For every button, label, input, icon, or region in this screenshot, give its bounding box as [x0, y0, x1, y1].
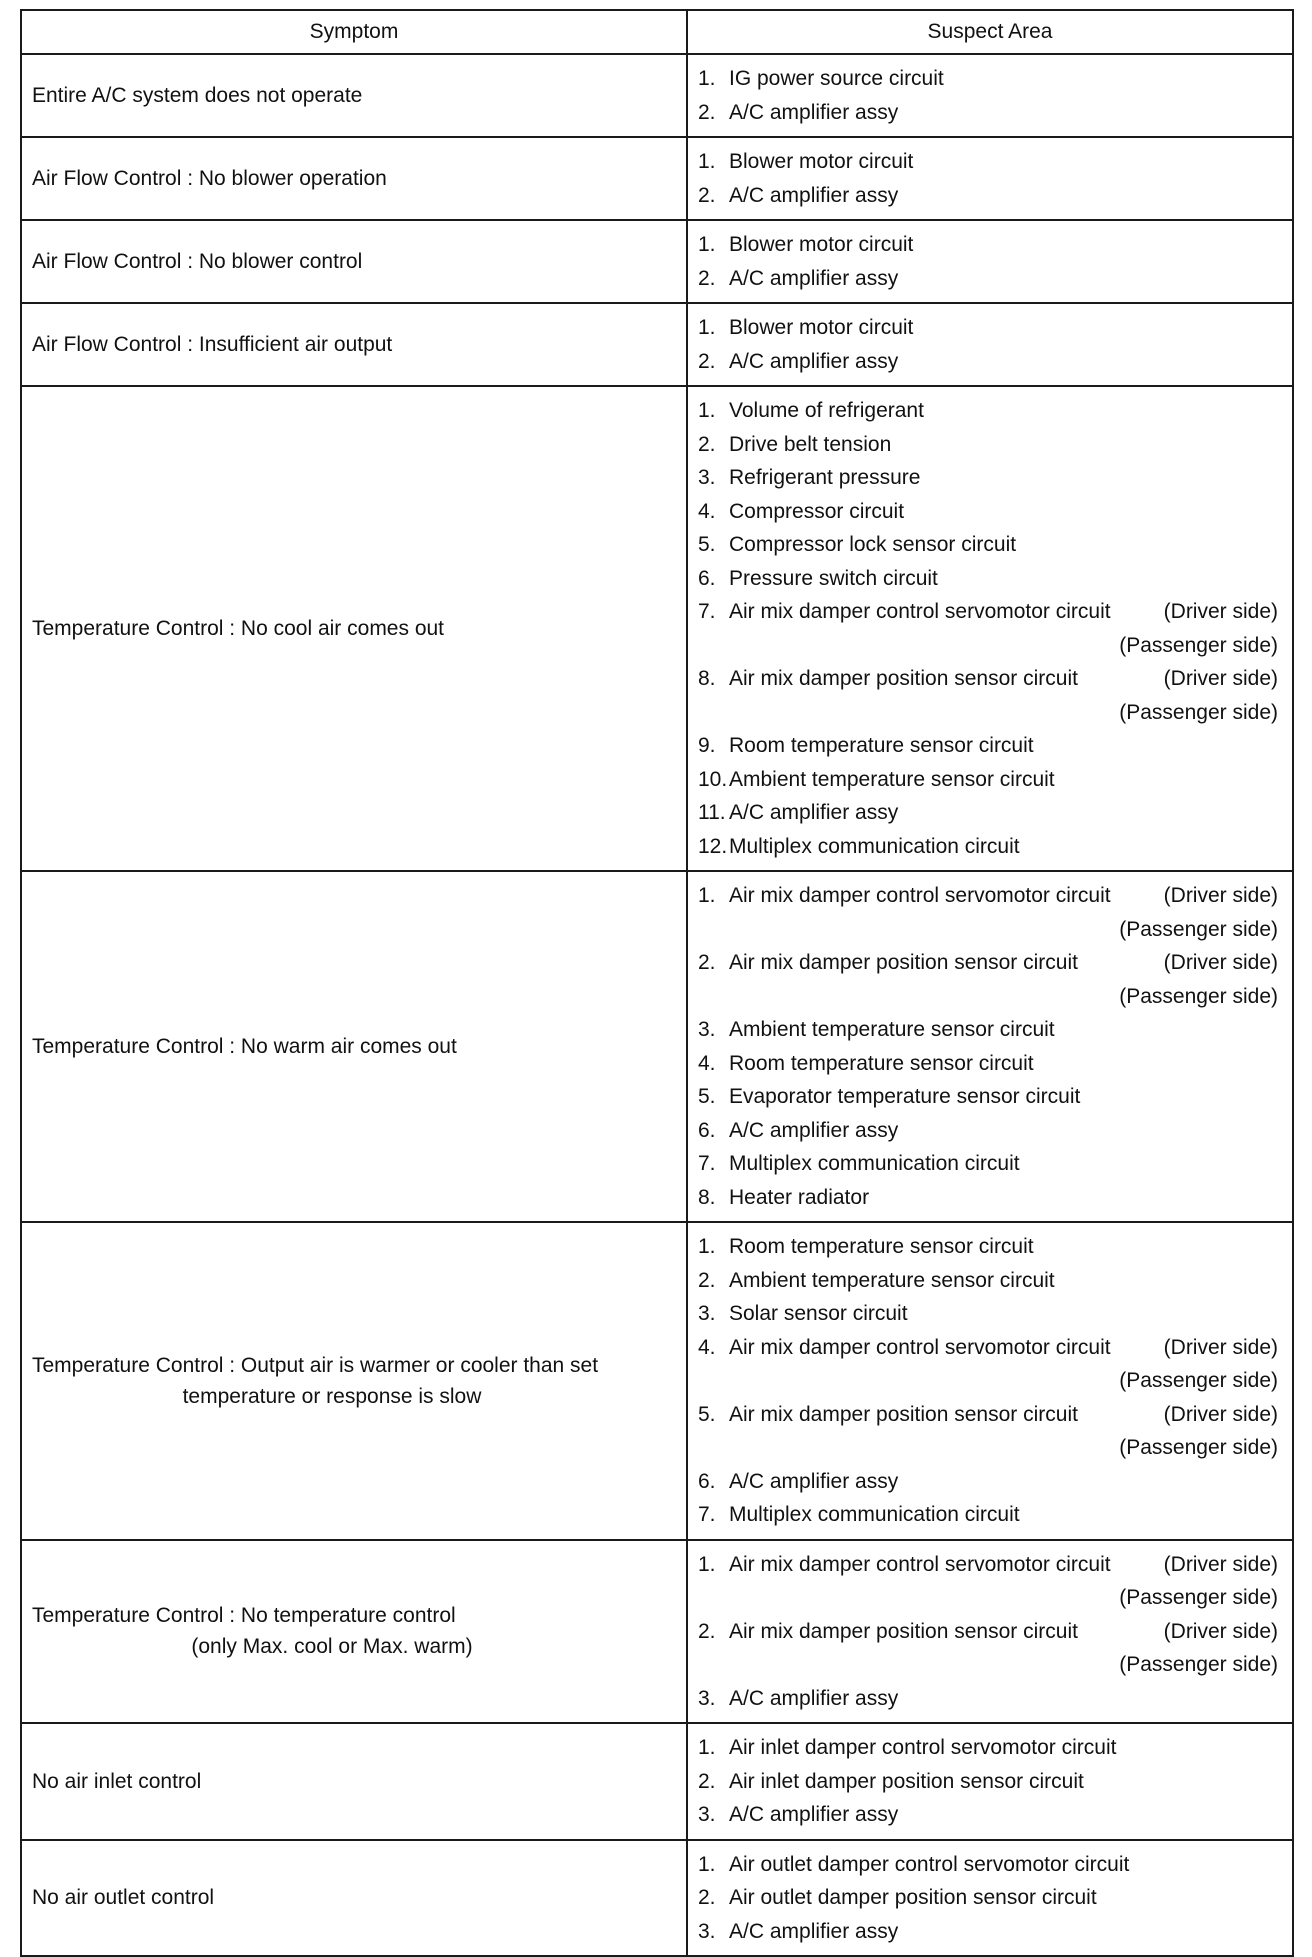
suspect-item — [698, 1498, 1278, 1532]
item-number: 3. — [698, 1018, 716, 1041]
suspect-item — [698, 1230, 1278, 1264]
item-number: 2. — [698, 100, 716, 124]
item-number: 8. — [698, 667, 716, 690]
item-text: A/C amplifier assy — [729, 1803, 899, 1826]
suspect-item — [698, 980, 1278, 1014]
item-text: Compressor circuit — [729, 499, 905, 523]
item-text: Air mix damper position sensor circuit — [729, 1402, 1078, 1426]
item-number: 6. — [698, 1469, 716, 1493]
suspect-item — [698, 62, 1278, 96]
item-number: 3. — [698, 1919, 716, 1943]
side-label: (Passenger side) — [1119, 917, 1278, 941]
item-number: 1. — [698, 1736, 716, 1759]
suspect-item — [698, 1297, 1278, 1331]
item-text: Refrigerant pressure — [729, 466, 921, 489]
item-number: 4. — [698, 1051, 716, 1075]
item-number: 1. — [698, 399, 716, 422]
suspect-item — [698, 1398, 1278, 1432]
item-number: 3. — [698, 1686, 716, 1710]
suspect-item — [698, 1080, 1278, 1114]
suspect-item — [698, 1648, 1278, 1682]
suspect-item — [698, 1114, 1278, 1148]
suspect-area-cell — [687, 220, 1293, 303]
suspect-area-cell — [687, 1222, 1293, 1540]
suspect-area-cell — [687, 303, 1293, 386]
item-text: Air inlet damper control servomotor circuit — [729, 1736, 1117, 1759]
side-label: (Driver side) — [1163, 951, 1278, 974]
item-number: 1. — [698, 316, 716, 339]
suspect-area-cell — [687, 871, 1293, 1222]
suspect-item — [698, 1915, 1278, 1949]
item-text: A/C amplifier assy — [729, 183, 899, 207]
symptom-text-continued: temperature or response is slow — [182, 1384, 482, 1408]
item-number: 1. — [698, 233, 716, 256]
table-row — [21, 1723, 1293, 1840]
symptom-text: No air inlet control — [32, 1769, 202, 1793]
side-label: (Passenger side) — [1119, 1369, 1278, 1392]
side-label: (Driver side) — [1163, 600, 1278, 623]
item-text: Room temperature sensor circuit — [729, 1235, 1034, 1258]
suspect-item — [698, 96, 1278, 130]
side-label: (Passenger side) — [1119, 1436, 1278, 1459]
item-text: Drive belt tension — [729, 432, 892, 456]
side-label: (Passenger side) — [1119, 700, 1278, 724]
item-text: A/C amplifier assy — [729, 266, 899, 290]
suspect-item — [698, 879, 1278, 913]
suspect-item — [698, 1431, 1278, 1465]
side-label: (Driver side) — [1163, 1335, 1278, 1359]
item-text: Ambient temperature sensor circuit — [729, 1018, 1055, 1041]
table-row — [21, 871, 1293, 1222]
suspect-area-cell — [687, 54, 1293, 137]
item-text: Pressure switch circuit — [729, 566, 938, 590]
item-text: Heater radiator — [729, 1185, 870, 1209]
symptom-cell — [21, 1222, 687, 1540]
suspect-item — [698, 1848, 1278, 1882]
suspect-item — [698, 228, 1278, 262]
suspect-item — [698, 528, 1278, 562]
item-number: 1. — [698, 884, 716, 907]
item-text: Multiplex communication circuit — [729, 1152, 1020, 1175]
side-label: (Driver side) — [1163, 1402, 1278, 1426]
item-number: 1. — [698, 150, 716, 173]
symptom-cell — [21, 303, 687, 386]
item-text: A/C amplifier assy — [729, 349, 899, 373]
table-row — [21, 1840, 1293, 1957]
suspect-item — [698, 1881, 1278, 1915]
symptom-cell — [21, 1540, 687, 1724]
item-text: Evaporator temperature sensor circuit — [729, 1085, 1081, 1108]
item-text: Air mix damper control servomotor circuit — [729, 600, 1111, 623]
item-text: Air mix damper control servomotor circuit — [729, 1335, 1111, 1359]
suspect-item — [698, 145, 1278, 179]
symptom-cell — [21, 386, 687, 871]
suspect-area-header: Suspect Area — [687, 10, 1293, 54]
item-text: Ambient temperature sensor circuit — [729, 1268, 1055, 1292]
suspect-area-cell — [687, 1540, 1293, 1724]
suspect-item — [698, 1798, 1278, 1832]
symptom-text-continued: (only Max. cool or Max. warm) — [191, 1635, 473, 1659]
item-number: 7. — [698, 1152, 716, 1175]
symptom-text: Air Flow Control : No blower operation — [32, 167, 387, 190]
item-number: 2. — [698, 1769, 716, 1793]
suspect-area-cell — [687, 1840, 1293, 1957]
item-text: A/C amplifier assy — [729, 1919, 899, 1943]
item-number: 2. — [698, 951, 716, 974]
suspect-item — [698, 1331, 1278, 1365]
item-text: Multiplex communication circuit — [729, 834, 1020, 858]
item-number: 4. — [698, 499, 716, 523]
table-row — [21, 1222, 1293, 1540]
item-text: Solar sensor circuit — [729, 1302, 908, 1325]
item-text: A/C amplifier assy — [729, 1469, 899, 1493]
item-text: Air mix damper control servomotor circuit — [729, 1552, 1111, 1576]
suspect-item — [698, 763, 1278, 797]
suspect-area-cell — [687, 1723, 1293, 1840]
item-text: A/C amplifier assy — [729, 1118, 899, 1142]
item-number: 8. — [698, 1185, 716, 1209]
side-label: (Passenger side) — [1119, 984, 1278, 1008]
item-number: 2. — [698, 1268, 716, 1292]
item-text: Room temperature sensor circuit — [729, 734, 1034, 757]
item-text: Room temperature sensor circuit — [729, 1051, 1034, 1075]
suspect-item — [698, 428, 1278, 462]
symptom-cell — [21, 871, 687, 1222]
side-label: (Passenger side) — [1119, 1586, 1278, 1609]
suspect-item — [698, 1615, 1278, 1649]
symptom-text: Temperature Control : No temperature control — [32, 1604, 456, 1628]
symptom-header: Symptom — [21, 10, 687, 54]
suspect-item — [698, 394, 1278, 428]
item-number: 12. — [698, 834, 728, 858]
item-number: 2. — [698, 183, 716, 207]
suspect-item — [698, 1364, 1278, 1398]
suspect-item — [698, 179, 1278, 213]
suspect-item — [698, 796, 1278, 830]
item-number: 9. — [698, 734, 716, 757]
symptom-text: Air Flow Control : No blower control — [32, 250, 363, 273]
item-number: 10. — [698, 767, 728, 791]
suspect-item — [698, 629, 1278, 663]
suspect-item — [698, 913, 1278, 947]
suspect-item — [698, 1548, 1278, 1582]
item-text: Air outlet damper position sensor circuit — [729, 1886, 1097, 1909]
item-text: Blower motor circuit — [729, 150, 914, 173]
item-number: 5. — [698, 1085, 716, 1108]
item-number: 5. — [698, 1402, 716, 1426]
symptom-text: Temperature Control : No warm air comes out — [32, 1035, 457, 1058]
suspect-item — [698, 495, 1278, 529]
symptom-text: Temperature Control : Output air is warmer or cooler than set — [32, 1353, 599, 1377]
suspect-item — [698, 946, 1278, 980]
table-row — [21, 303, 1293, 386]
item-text: Blower motor circuit — [729, 316, 914, 339]
symptom-cell — [21, 137, 687, 220]
item-text: Air mix damper control servomotor circuit — [729, 884, 1111, 907]
item-number: 2. — [698, 266, 716, 290]
suspect-area-cell — [687, 137, 1293, 220]
symptom-text: No air outlet control — [32, 1886, 215, 1910]
item-text: IG power source circuit — [729, 67, 944, 90]
header-row — [21, 10, 1293, 54]
table-row — [21, 54, 1293, 137]
item-number: 2. — [698, 1886, 716, 1909]
item-number: 6. — [698, 1118, 716, 1142]
suspect-item — [698, 1013, 1278, 1047]
item-text: Air inlet damper position sensor circuit — [729, 1769, 1084, 1793]
suspect-item — [698, 1047, 1278, 1081]
item-text: Air mix damper position sensor circuit — [729, 667, 1078, 690]
item-text: A/C amplifier assy — [729, 100, 899, 124]
side-label: (Passenger side) — [1119, 633, 1278, 657]
symptom-cell — [21, 1840, 687, 1957]
suspect-area-cell — [687, 386, 1293, 871]
suspect-item — [698, 1581, 1278, 1615]
suspect-item — [698, 1765, 1278, 1799]
item-text: Air mix damper position sensor circuit — [729, 1619, 1078, 1643]
item-number: 1. — [698, 1852, 716, 1876]
item-number: 2. — [698, 432, 716, 456]
item-text: Compressor lock sensor circuit — [729, 533, 1017, 556]
suspect-item — [698, 1465, 1278, 1499]
table-row — [21, 220, 1293, 303]
item-text: Blower motor circuit — [729, 233, 914, 256]
item-number: 1. — [698, 1235, 716, 1258]
side-label: (Driver side) — [1163, 884, 1278, 907]
item-text: Volume of refrigerant — [729, 399, 924, 422]
symptom-cell — [21, 1723, 687, 1840]
item-number: 2. — [698, 1619, 716, 1643]
suspect-item — [698, 696, 1278, 730]
symptom-text: Temperature Control : No cool air comes out — [32, 617, 445, 640]
suspect-item — [698, 1181, 1278, 1215]
suspect-item — [698, 830, 1278, 864]
suspect-item — [698, 1264, 1278, 1298]
suspect-item — [698, 1147, 1278, 1181]
item-text: Ambient temperature sensor circuit — [729, 767, 1055, 791]
symptom-text: Entire A/C system does not operate — [32, 84, 363, 107]
side-label: (Driver side) — [1163, 1619, 1278, 1643]
item-number: 7. — [698, 1503, 716, 1526]
troubleshooting-table — [20, 9, 1294, 1957]
suspect-item — [698, 262, 1278, 296]
suspect-item — [698, 1731, 1278, 1765]
table-row — [21, 1540, 1293, 1724]
item-number: 3. — [698, 466, 716, 489]
item-number: 3. — [698, 1803, 716, 1826]
item-number: 5. — [698, 533, 716, 556]
suspect-item — [698, 311, 1278, 345]
item-number: 3. — [698, 1302, 716, 1325]
item-number: 2. — [698, 349, 716, 373]
suspect-item — [698, 1682, 1278, 1716]
table-row — [21, 386, 1293, 871]
suspect-item — [698, 595, 1278, 629]
item-number: 4. — [698, 1335, 716, 1359]
symptom-text: Air Flow Control : Insufficient air output — [32, 333, 393, 356]
suspect-item — [698, 345, 1278, 379]
table-row — [21, 137, 1293, 220]
item-text: Air outlet damper control servomotor circuit — [729, 1852, 1130, 1876]
item-text: A/C amplifier assy — [729, 1686, 899, 1710]
symptom-cell — [21, 54, 687, 137]
suspect-item — [698, 562, 1278, 596]
side-label: (Driver side) — [1163, 667, 1278, 690]
side-label: (Passenger side) — [1119, 1653, 1278, 1676]
suspect-item — [698, 461, 1278, 495]
side-label: (Driver side) — [1163, 1552, 1278, 1576]
suspect-item — [698, 662, 1278, 696]
item-number: 7. — [698, 600, 716, 623]
item-number: 11. — [698, 801, 726, 824]
item-text: A/C amplifier assy — [729, 801, 899, 824]
item-text: Multiplex communication circuit — [729, 1503, 1020, 1526]
suspect-item — [698, 729, 1278, 763]
table-body — [21, 54, 1293, 1956]
symptom-cell — [21, 220, 687, 303]
item-number: 1. — [698, 1552, 716, 1576]
item-text: Air mix damper position sensor circuit — [729, 951, 1078, 974]
item-number: 1. — [698, 67, 716, 90]
item-number: 6. — [698, 566, 716, 590]
